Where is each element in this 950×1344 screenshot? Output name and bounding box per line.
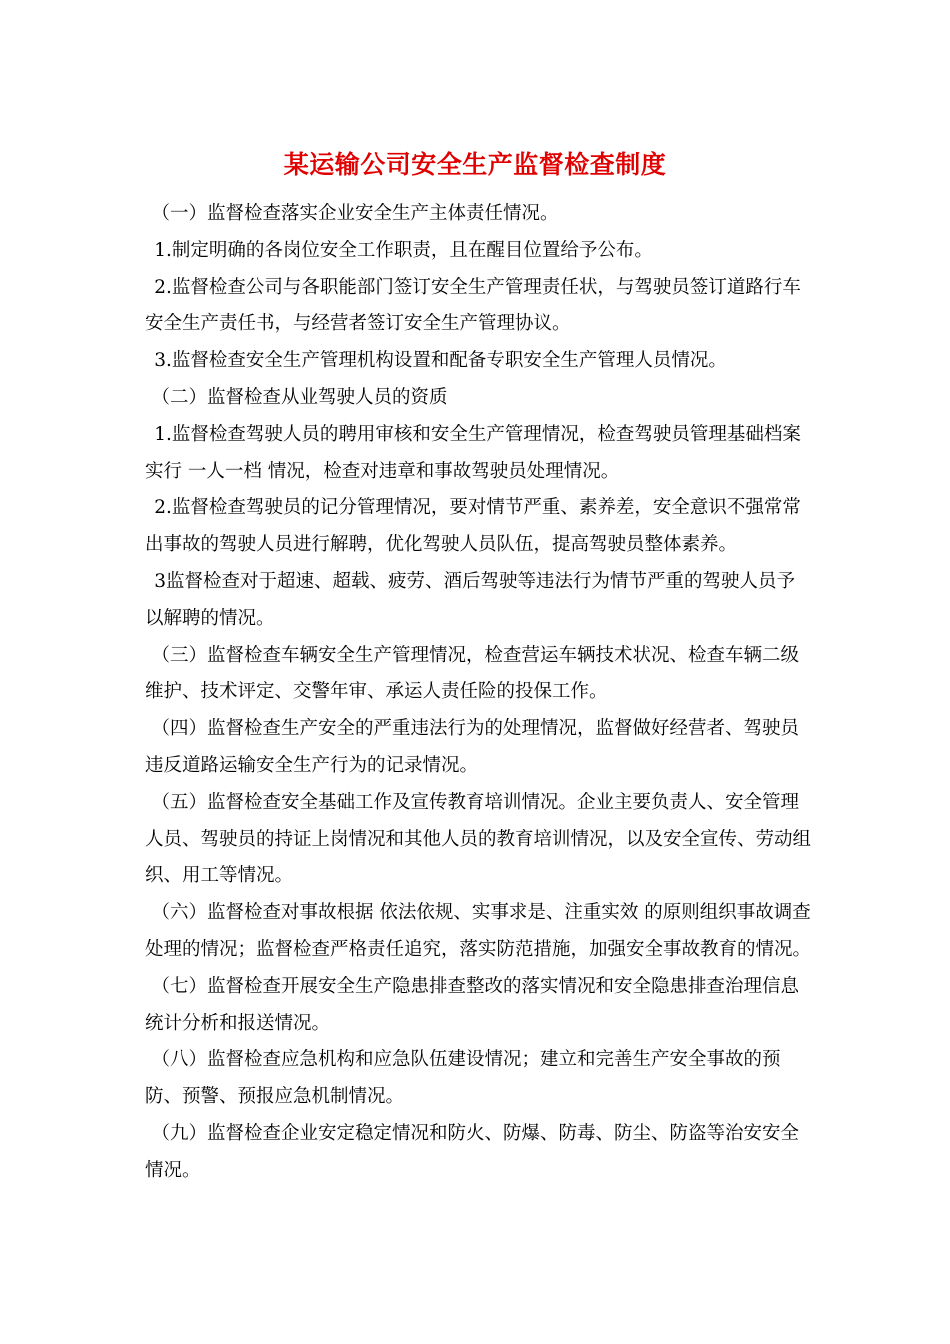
- paragraph-item-1-3: 3.监督检查安全生产管理机构设置和配备专职安全生产管理人员情况。: [154, 350, 727, 372]
- paragraph-section-3: （三）监督检查车辆安全生产管理情况，检查营运车辆技术状况、检查车辆二级维护、技术评定、交警年审、承运人责任险的投保工作。: [145, 644, 799, 703]
- document-title: 某运输公司安全生产监督检查制度: [283, 150, 667, 179]
- paragraph-section-7: （七）监督检查开展安全生产隐患排查整改的落实情况和安全隐患排查治理信息统计分析和报送情况。: [145, 975, 799, 1034]
- paragraph-section-9: （九）监督检查企业安定稳定情况和防火、防爆、防毒、防尘、防盗等治安安全情况。: [145, 1122, 799, 1181]
- document-body: [145, 196, 813, 1190]
- paragraph-item-2-2: 2.监督检查驾驶员的记分管理情况，要对情节严重、素养差，安全意识不强常常出事故的驾驶人员进行解聘，优化驾驶人员队伍，提高驾驶员整体素养。: [145, 497, 801, 556]
- paragraph-item-1-1: 1.制定明确的各岗位安全工作职责，且在醒目位置给予公布。: [154, 239, 653, 261]
- paragraph-item-2-3: 3监督检查对于超速、超载、疲劳、酒后驾驶等违法行为情节严重的驾驶人员予以解聘的情况。: [145, 570, 796, 629]
- paragraph-section-8: （八）监督检查应急机构和应急队伍建设情况；建立和完善生产安全事故的预防、预警、预报应急机制情况。: [145, 1049, 781, 1108]
- paragraph-section-1: （一）监督检查落实企业安全生产主体责任情况。: [151, 203, 559, 224]
- paragraph-section-5: （五）监督检查安全基础工作及宣传教育培训情况。企业主要负责人、安全管理人员、驾驶员的持证上岗情况和其他人员的教育培训情况，以及安全宣传、劳动组织、用工等情况。: [145, 791, 812, 887]
- paragraph-section-4: （四）监督检查生产安全的严重违法行为的处理情况，监督做好经营者、驾驶员违反道路运输安全生产行为的记录情况。: [145, 718, 799, 776]
- paragraph-item-2-1: 1.监督检查驾驶人员的聘用审核和安全生产管理情况，检查驾驶员管理基础档案实行 一人一档 情况，检查对违章和事故驾驶员处理情况。: [145, 423, 801, 482]
- paragraph-section-2: （二）监督检查从业驾驶人员的资质: [151, 386, 448, 408]
- paragraph-item-1-2: 2.监督检查公司与各职能部门签订安全生产管理责任状，与驾驶员签订道路行车安全生产责任书，与经营者签订安全生产管理协议。: [145, 276, 801, 335]
- paragraph-section-6: （六）监督检查对事故根据 依法依规、实事求是、注重实效 的原则组织事故调查处理的情况；监督检查严格责任追究，落实防范措施，加强安全事故教育的情况。: [145, 902, 812, 960]
